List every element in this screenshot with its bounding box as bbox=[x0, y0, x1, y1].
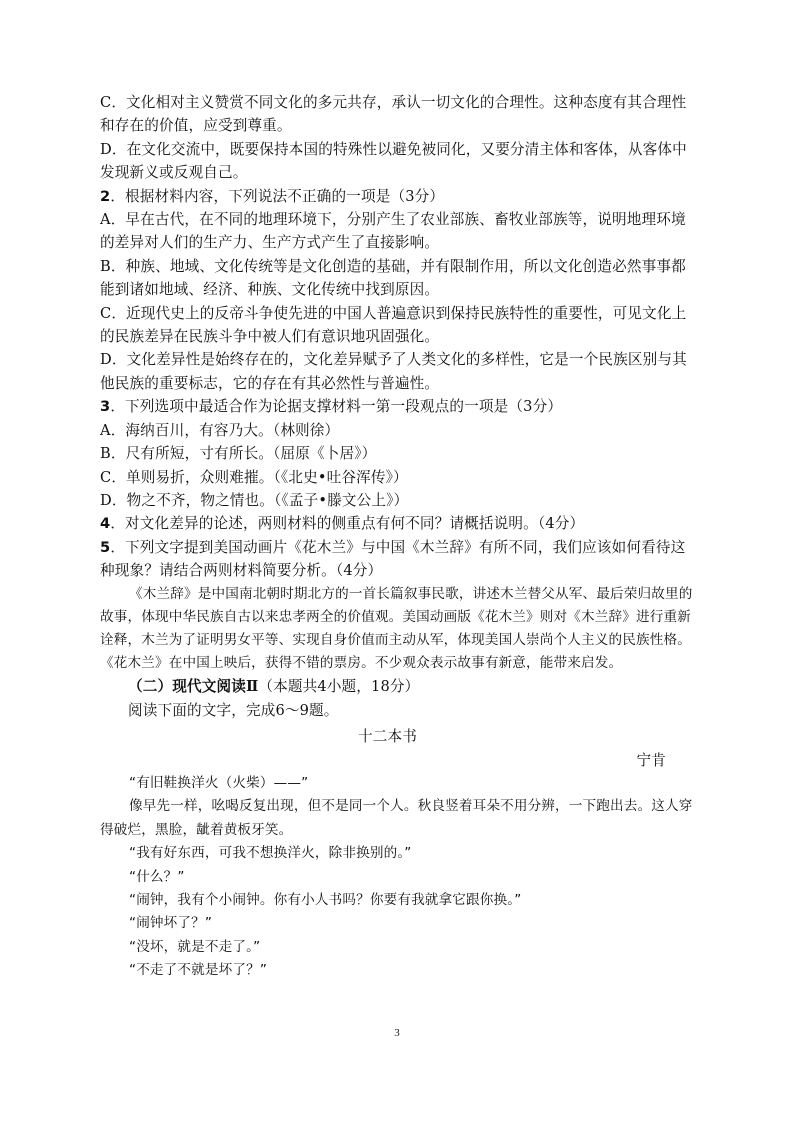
question-5-stem: ．下列文字提到美国动画片《花木兰》与中国《木兰辞》有所不同，我们应该如何看待这种现象？请结合两则材料简要分析。（4分） bbox=[100, 538, 686, 580]
q5-material-text: 《木兰辞》是中国南北朝时期北方的一首长篇叙事民歌，讲述木兰替父从军、最后荣归故里的故事，体现中华民族自古以来忠孝两全的价值观。美国动画版《花木兰》则对《木兰辞》进行重新诠释，木兰为了证明男女平等、实现自身价值而主动从军，体现美国人崇尚个人主义的民族性格。《花木兰》在中国上映后，获得不错的票房。不少观众表示故事有新意，能带来启发。 bbox=[100, 585, 693, 672]
question-3-stem: ．下列选项中最适合作为论据支撑材料一第一段观点的一项是（3分） bbox=[110, 398, 563, 416]
q2-option-a: A．早在古代，在不同的地理环境下，分别产生了农业部族、畜牧业部族等，说明地理环境的差异对人们的生产力、生产方式产生了直接影响。 bbox=[100, 211, 686, 252]
q1-option-d: D．在文化交流中，既要保持本国的特殊性以避免被同化，又要分清主体和客体，从客体中发现新义或反观自己。 bbox=[100, 140, 687, 182]
question-5-number: 5 bbox=[100, 538, 111, 556]
section-2-note: （本题共4小题，18分） bbox=[258, 678, 420, 696]
q2-option-b: B．种族、地域、文化传统等是文化创造的基础，并有限制作用，所以文化创造必然事事都能到诸如地域、经济、种族、文化传统中找到原因。 bbox=[100, 257, 686, 299]
story-paragraph: “什么？” bbox=[129, 868, 185, 885]
page-number: 3 bbox=[394, 1027, 400, 1039]
q3-option-a: A．海纳百川，有容乃大。（林则徐） bbox=[100, 421, 340, 439]
story-body bbox=[100, 772, 700, 983]
section-2-instruction: 阅读下面的文字，完成6～9题。 bbox=[128, 701, 339, 719]
question-4-number: 4 bbox=[100, 515, 111, 533]
story-author: 宁肯 bbox=[636, 751, 666, 769]
question-2-number: 2 bbox=[100, 187, 111, 205]
question-4-stem: ．对文化差异的论述，两则材料的侧重点有何不同？请概括说明。（4分） bbox=[110, 515, 585, 533]
question-2 bbox=[100, 185, 700, 208]
q5-material bbox=[100, 583, 700, 676]
section-2-heading-line bbox=[100, 675, 700, 698]
story-paragraph: “没坏，就是不走了。” bbox=[129, 938, 261, 955]
q2-option-c: C．近现代史上的反帝斗争使先进的中国人普遍意识到保持民族特性的重要性，可见文化上的民族差异在民族斗争中被人们有意识地巩固强化。 bbox=[100, 304, 687, 346]
q3-option-c: C．单则易折，众则难摧。（《北史•吐谷浑传》） bbox=[100, 468, 408, 486]
story-paragraph: “我有好东西，可我不想换洋火，除非换别的。” bbox=[129, 845, 412, 862]
story-paragraph: “不走了不就是坏了？” bbox=[129, 962, 268, 979]
section-2-heading: （二）现代文阅读Ⅱ bbox=[128, 678, 259, 696]
question-4 bbox=[100, 512, 700, 535]
page-content bbox=[100, 91, 700, 983]
q3-option-b: B．尺有所短，寸有所长。（屈原《卜居》） bbox=[100, 445, 377, 463]
question-5 bbox=[100, 536, 700, 583]
question-3-number: 3 bbox=[100, 398, 111, 416]
story-paragraph: “闹钟，我有个小闹钟。你有小人书吗？你要有我就拿它跟你换。” bbox=[129, 892, 522, 908]
story-paragraph: “有旧鞋换洋火（火柴）——” bbox=[129, 774, 309, 791]
q3-option-d: D．物之不齐，物之情也。（《孟子•滕文公上》） bbox=[100, 491, 409, 509]
question-2-stem: ．根据材料内容，下列说法不正确的一项是（3分） bbox=[110, 187, 445, 205]
q1-option-c: C．文化相对主义赞赏不同文化的多元共存，承认一切文化的合理性。这种态度有其合理性和存在的价值，应受到尊重。 bbox=[100, 94, 687, 135]
question-3 bbox=[100, 395, 700, 418]
q2-option-d: D．文化差异性是始终存在的，文化差异赋予了人类文化的多样性，它是一个民族区别与其他民族的重要标志，它的存在有其必然性与普遍性。 bbox=[100, 351, 687, 392]
story-paragraph: 像早先一样，吆喝反复出现，但不是同一个人。秋良竖着耳朵不用分辨，一下跑出去。这人穿得破烂，黑脸，龇着黄板牙笑。 bbox=[100, 798, 693, 838]
story-paragraph: “闹钟坏了？” bbox=[129, 915, 213, 932]
story-title: 十二本书 bbox=[358, 728, 417, 746]
